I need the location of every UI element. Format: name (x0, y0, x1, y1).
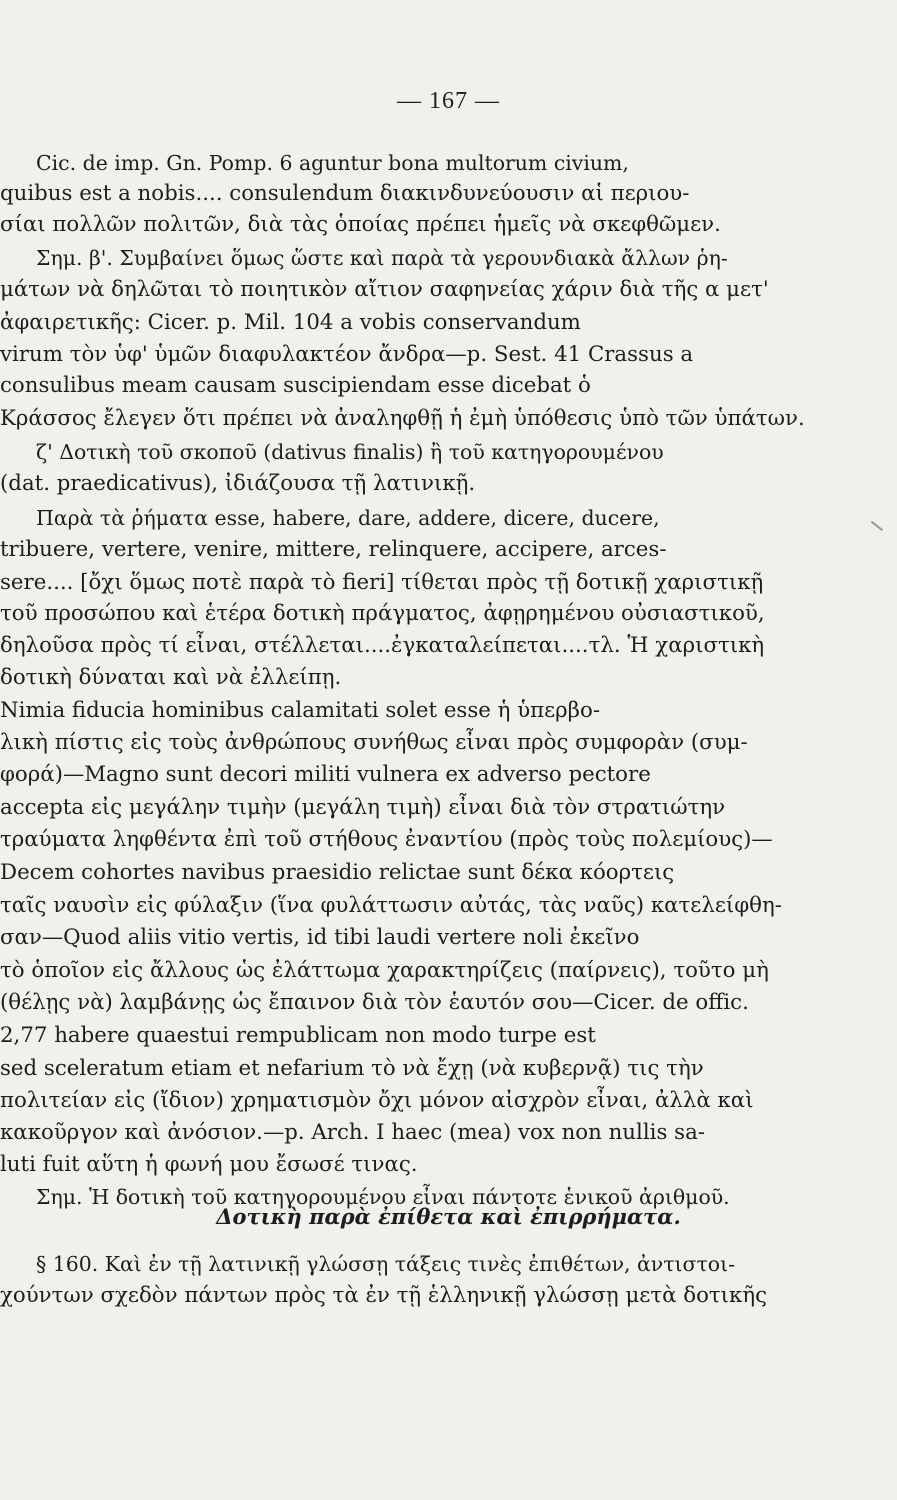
text-line: Nimia fiducia hominibus calamitati solet esse ἡ ὑπερβο- (0, 698, 601, 723)
text-line: Σημ. Ἡ δοτικὴ τοῦ κατηγορουμένου εἶναι πάντοτε ἑνικοῦ ἀριθμοῦ. (36, 1185, 730, 1209)
text-line: Κράσσος ἔλεγεν ὅτι πρέπει νὰ ἀναληφθῇ ἡ ἐμὴ ὑπόθεσις ὑπὸ τῶν ὑπάτων. (0, 406, 805, 431)
text-line: λικὴ πίστις εἰς τοὺς ἀνθρώπους συνήθως εἶναι πρὸς συμφορὰν (συμ- (0, 730, 748, 755)
text-line: ταῖς ναυσὶν εἰς φύλαξιν (ἵνα φυλάττωσιν αὐτάς, τὰς ναῦς) κατελείφθη- (0, 893, 782, 918)
text-line: ζ' Δοτικὴ τοῦ σκοποῦ (dativus finalis) ἢ τοῦ κατηγορουμένου (36, 440, 664, 464)
text-line: consulibus meam causam suscipiendam esse dicebat ὁ (0, 373, 591, 398)
text-line: σαν—Quod aliis vitio vertis, id tibi laudi vertere noli ἐκεῖνο (0, 925, 640, 950)
text-line: (dat. praedicativus), ἰδιάζουσα τῇ λατινικῇ. (0, 471, 476, 496)
text-line: δηλοῦσα πρὸς τί εἶναι, στέλλεται....ἐγκαταλείπεται....τλ. Ἡ χαριστικὴ (0, 633, 765, 658)
text-line: luti fuit αὕτη ἡ φωνή μου ἔσωσέ τινας. (0, 1152, 418, 1177)
text-line: τραύματα ληφθέντα ἐπὶ τοῦ στήθους ἐναντίου (πρὸς τοὺς πολεμίους)— (0, 827, 773, 852)
text-line: sed sceleratum etiam et nefarium τὸ νὰ ἔχῃ (νὰ κυβερνᾷ) τις τὴν (0, 1056, 704, 1081)
text-line: (θέλῃς νὰ) λαμβάνῃς ὡς ἔπαινον διὰ τὸν ἑαυτόν σου—Cicer. de offic. (0, 990, 749, 1015)
text-line: virum τὸν ὑφ' ὑμῶν διαφυλακτέον ἄνδρα—p. Sest. 41 Crassus a (0, 342, 694, 367)
section-text-line: χούντων σχεδὸν πάντων πρὸς τὰ ἐν τῇ ἑλληνικῇ γλώσσῃ μετὰ δοτικῆς (0, 1283, 768, 1308)
text-line: quibus est a nobis.... consulendum διακινδυνεύουσιν αἱ περιου- (0, 181, 690, 206)
text-line: πολιτείαν εἰς (ἴδιον) χρηματισμὸν ὄχι μόνον αἰσχρὸν εἶναι, ἀλλὰ καὶ (0, 1088, 754, 1113)
section-text-line: § 160. Καὶ ἐν τῇ λατινικῇ γλώσσῃ τάξεις τινὲς ἐπιθέτων, ἀντιστοι- (36, 1252, 736, 1276)
text-line: Decem cohortes navibus praesidio relictae sunt δέκα κόορτεις (0, 860, 675, 885)
text-line: μάτων νὰ δηλῶται τὸ ποιητικὸν αἴτιον σαφηνείας χάριν διὰ τῆς α μετ' (0, 277, 769, 302)
text-line: κακοῦργον καὶ ἀνόσιον.—p. Arch. I haec (mea) vox non nullis sa- (0, 1120, 705, 1145)
text-line: sere.... [ὄχι ὅμως ποτὲ παρὰ τὸ fieri] τίθεται πρὸς τῇ δοτικῇ χαριστικῇ (0, 570, 764, 595)
text-line: tribuere, vertere, venire, mittere, relinquere, accipere, arces- (0, 537, 667, 562)
section-heading: Δοτικὴ παρὰ ἐπίθετα καὶ ἐπιρρήματα. (216, 1204, 681, 1229)
text-line: φορά)—Magno sunt decori militi vulnera ex adverso pectore (0, 762, 651, 787)
text-line: Παρὰ τὰ ῥήματα esse, habere, dare, addere, dicere, ducere, (36, 506, 660, 530)
text-line: τοῦ προσώπου καὶ ἑτέρα δοτικὴ πράγματος, ἀφῃρημένου οὐσιαστικοῦ, (0, 601, 765, 626)
text-line: accepta εἰς μεγάλην τιμὴν (μεγάλη τιμὴ) εἶναι διὰ τὸν στρατιώτην (0, 795, 726, 820)
text-line: δοτικὴ δύναται καὶ νὰ ἐλλείπῃ. (0, 665, 342, 690)
text-line: Cic. de imp. Gn. Pomp. 6 aguntur bona multorum civium, (36, 151, 629, 175)
page-number: — 167 — (397, 88, 500, 114)
text-line: σίαι πολλῶν πολιτῶν, διὰ τὰς ὁποίας πρέπει ἡμεῖς νὰ σκεφθῶμεν. (0, 212, 721, 237)
text-line: 2,77 habere quaestui rempublicam non modo turpe est (0, 1023, 596, 1048)
text-line: ἀφαιρετικῆς: Cicer. p. Mil. 104 a vobis conservandum (0, 310, 581, 335)
text-line: τὸ ὁποῖον εἰς ἄλλους ὡς ἐλάττωμα χαρακτηρίζεις (παίρνεις), τοῦτο μὴ (0, 958, 769, 983)
text-line: Σημ. β'. Συμβαίνει ὅμως ὥστε καὶ παρὰ τὰ γερουνδιακὰ ἄλλων ῥη- (36, 246, 728, 270)
